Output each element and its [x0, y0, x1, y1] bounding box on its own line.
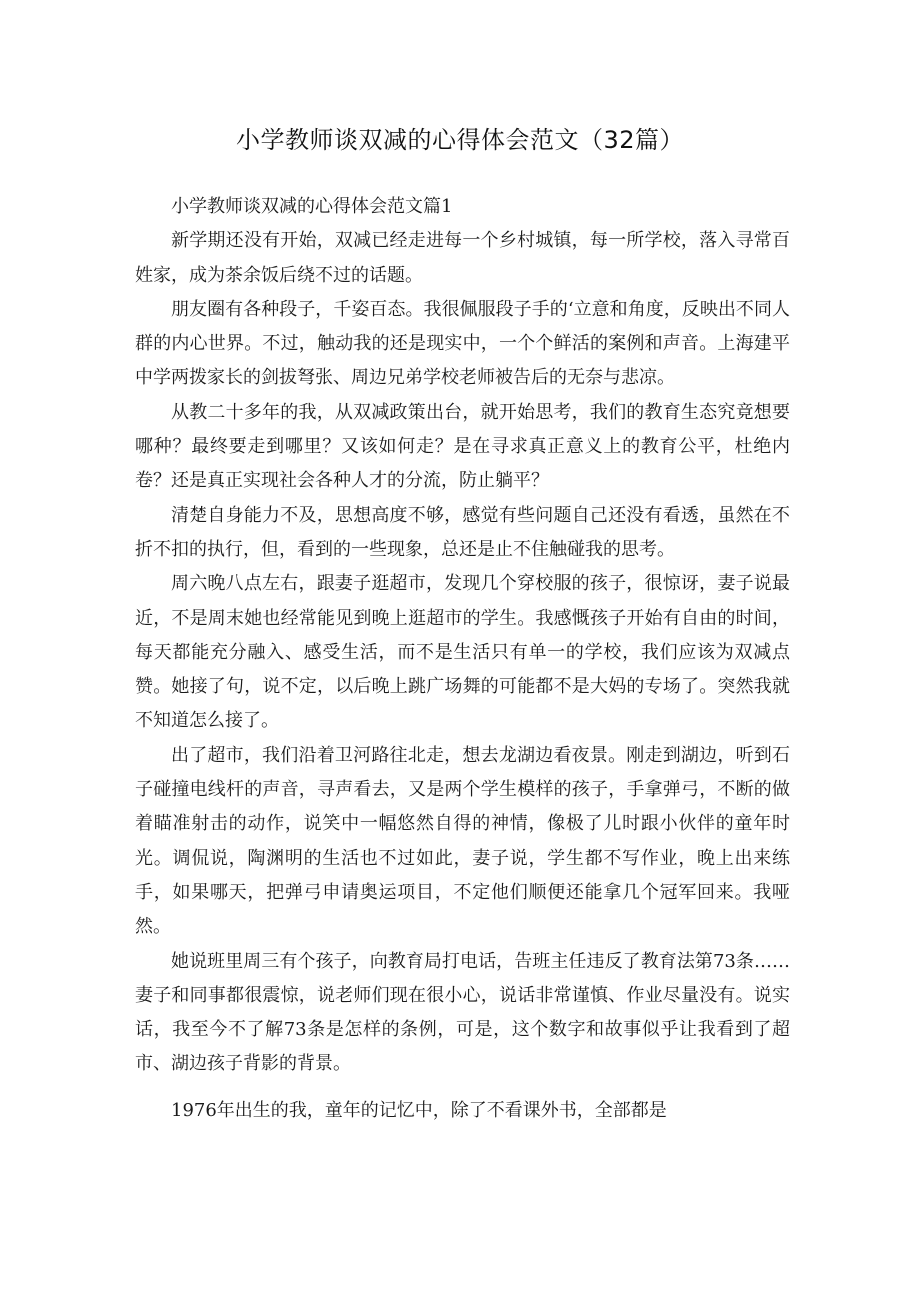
- paragraph: 她说班里周三有个孩子，向教育局打电话，告班主任违反了教育法第73条……妻子和同事都很震惊，说老师们现在很小心，说话非常谨慎、作业尽量没有。说实话，我至今不了解73条是怎样的条例，可是，这个数字和故事似乎让我看到了超市、湖边孩子背影的背景。: [135, 950, 790, 1075]
- paragraph: 1976年出生的我，童年的记忆中，除了不看课外书，全部都是: [171, 1099, 667, 1121]
- document-title: 小学教师谈双减的心得体会范文（32篇）: [235, 126, 685, 154]
- paragraph: 出了超市，我们沿着卫河路往北走，想去龙湖边看夜景。刚走到湖边，听到石子碰撞电线杆的声音，寻声看去，又是两个学生模样的孩子，手拿弹弓，不断的做着瞄准射击的动作，说笑中一幅悠然自得的神情，像极了儿时跟小伙伴的童年时光。调侃说，陶渊明的生活也不过如此，妻子说，学生都不写作业，晚上出来练手，如果哪天，把弹弓申请奥运项目，不定他们顺便还能拿几个冠军回来。我哑然。: [135, 744, 790, 938]
- paragraph: 新学期还没有开始，双减已经走进每一个乡村城镇，每一所学校，落入寻常百姓家，成为茶余饭后绕不过的话题。: [135, 230, 790, 286]
- paragraph: 周六晚八点左右，跟妻子逛超市，发现几个穿校服的孩子，很惊讶，妻子说最近，不是周末她也经常能见到晚上逛超市的学生。我感慨孩子开始有自由的时间，每天都能充分融入、感受生活，而不是生活只有单一的学校，我们应该为双减点赞。她接了句，说不定，以后晚上跳广场舞的可能都不是大妈的专场了。突然我就不知道怎么接了。: [135, 573, 790, 732]
- section-heading: 小学教师谈双减的心得体会范文篇1: [171, 196, 453, 217]
- paragraph: 清楚自身能力不及，思想高度不够，感觉有些问题自己还没有看透，虽然在不折不扣的执行，但，看到的一些现象，总还是止不住触碰我的思考。: [135, 504, 790, 560]
- paragraph: 朋友圈有各种段子，千姿百态。我很佩服段子手的‘立意和角度，反映出不同人群的内心世界。不过，触动我的还是现实中，一个个鲜活的案例和声音。上海建平中学两拨家长的剑拔弩张、周边兄弟学校老师被告后的无奈与悲凉。: [135, 298, 790, 389]
- document-body: [135, 190, 790, 1128]
- paragraph: 从教二十多年的我，从双减政策出台，就开始思考，我们的教育生态究竟想要哪种？最终要走到哪里？又该如何走？是在寻求真正意义上的教育公平，杜绝内卷？还是真正实现社会各种人才的分流，防止躺平？: [135, 401, 790, 492]
